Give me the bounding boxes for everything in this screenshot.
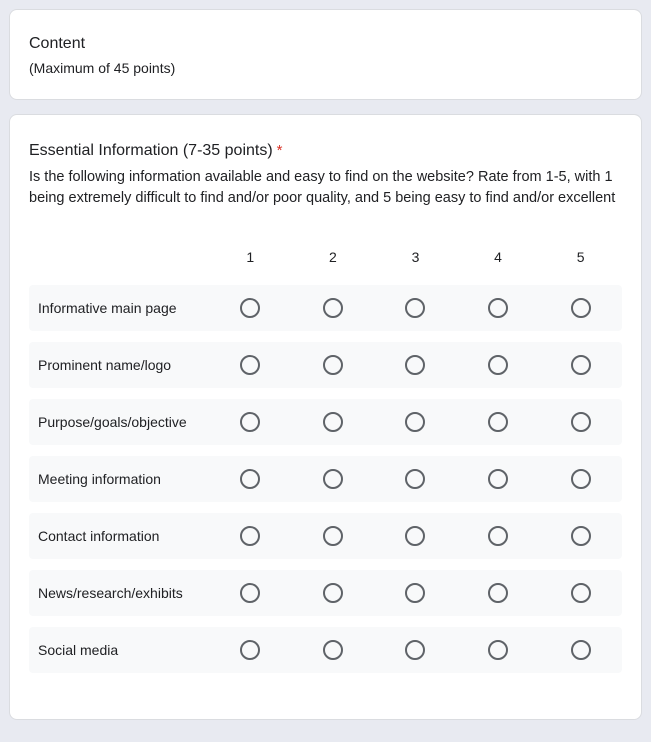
- radio-button[interactable]: [240, 469, 260, 489]
- column-header-4: 4: [494, 249, 502, 265]
- grid-row-purpose-goals-objective: [29, 399, 622, 445]
- radio-cell: [457, 469, 540, 489]
- question-card: [9, 114, 642, 720]
- radio-grid: [29, 243, 622, 673]
- radio-button[interactable]: [323, 412, 343, 432]
- radio-cell: [209, 298, 292, 318]
- radio-cell: [539, 298, 622, 318]
- radio-cell: [209, 412, 292, 432]
- question-description: Is the following information available and easy to find on the website? Rate from 1-5, with 1 being extremely difficult to find and/or poor quality, and 5 being easy to find and/or excellent: [29, 169, 616, 206]
- radio-cell: [292, 355, 375, 375]
- row-label: Contact information: [38, 528, 160, 544]
- radio-cell: [539, 355, 622, 375]
- column-header-5: 5: [576, 249, 585, 265]
- radio-cell: [209, 469, 292, 489]
- radio-cell: [292, 526, 375, 546]
- radio-cell: [539, 526, 622, 546]
- row-label: Social media: [38, 642, 119, 658]
- radio-button[interactable]: [240, 526, 260, 546]
- radio-cell: [374, 355, 457, 375]
- grid-row-prominent-name-logo: [29, 342, 622, 388]
- radio-cell: [209, 355, 292, 375]
- radio-cell: [292, 412, 375, 432]
- radio-button[interactable]: [571, 526, 591, 546]
- radio-cell: [292, 298, 375, 318]
- radio-cell: [374, 526, 457, 546]
- radio-cell: [209, 640, 292, 660]
- column-header-3: 3: [411, 249, 420, 265]
- column-header-2: 2: [328, 249, 337, 265]
- radio-button[interactable]: [571, 469, 591, 489]
- grid-row-informative-main-page: [29, 285, 622, 331]
- radio-cell: [539, 469, 622, 489]
- radio-cell: [292, 469, 375, 489]
- radio-button[interactable]: [323, 583, 343, 603]
- radio-cell: [539, 640, 622, 660]
- section-subtitle: (Maximum of 45 points): [29, 60, 176, 76]
- radio-cell: [209, 583, 292, 603]
- radio-button[interactable]: [405, 355, 425, 375]
- radio-button[interactable]: [405, 412, 425, 432]
- radio-button[interactable]: [571, 640, 591, 660]
- question-title: Essential Information (7-35 points): [29, 142, 273, 159]
- radio-button[interactable]: [240, 640, 260, 660]
- radio-cell: [457, 526, 540, 546]
- grid-row-social-media: [29, 627, 622, 673]
- row-label: Informative main page: [38, 300, 177, 316]
- row-label: News/research/exhibits: [38, 585, 183, 601]
- radio-cell: [539, 583, 622, 603]
- radio-cell: [292, 583, 375, 603]
- grid-row-news-research-exhibits: [29, 570, 622, 616]
- grid-row-contact-information: [29, 513, 622, 559]
- radio-cell: [539, 412, 622, 432]
- radio-cell: [457, 640, 540, 660]
- radio-button[interactable]: [488, 526, 508, 546]
- radio-button[interactable]: [488, 298, 508, 318]
- radio-button[interactable]: [405, 298, 425, 318]
- row-label: Purpose/goals/objective: [38, 414, 187, 430]
- radio-button[interactable]: [571, 583, 591, 603]
- radio-button[interactable]: [323, 469, 343, 489]
- radio-cell: [374, 469, 457, 489]
- radio-button[interactable]: [571, 412, 591, 432]
- radio-button[interactable]: [571, 355, 591, 375]
- required-asterisk: *: [276, 142, 283, 159]
- question-title-line: [29, 139, 622, 163]
- radio-button[interactable]: [323, 298, 343, 318]
- radio-button[interactable]: [323, 526, 343, 546]
- radio-cell: [374, 640, 457, 660]
- row-label: Prominent name/logo: [38, 357, 172, 373]
- column-header-1: 1: [246, 249, 255, 265]
- row-label: Meeting information: [38, 471, 161, 487]
- radio-cell: [374, 298, 457, 318]
- radio-button[interactable]: [240, 583, 260, 603]
- radio-button[interactable]: [488, 412, 508, 432]
- radio-cell: [292, 640, 375, 660]
- radio-button[interactable]: [240, 355, 260, 375]
- radio-button[interactable]: [405, 583, 425, 603]
- radio-button[interactable]: [488, 583, 508, 603]
- radio-button[interactable]: [488, 640, 508, 660]
- radio-cell: [457, 355, 540, 375]
- radio-cell: [457, 583, 540, 603]
- radio-cell: [374, 583, 457, 603]
- radio-cell: [457, 412, 540, 432]
- radio-button[interactable]: [323, 355, 343, 375]
- radio-button[interactable]: [240, 412, 260, 432]
- grid-header-row: [29, 243, 622, 271]
- grid-row-meeting-information: [29, 456, 622, 502]
- radio-cell: [209, 526, 292, 546]
- section-title: Content: [29, 35, 86, 52]
- radio-button[interactable]: [571, 298, 591, 318]
- radio-button[interactable]: [405, 469, 425, 489]
- section-header-card: [9, 9, 642, 100]
- radio-button[interactable]: [405, 526, 425, 546]
- radio-button[interactable]: [405, 640, 425, 660]
- radio-button[interactable]: [488, 469, 508, 489]
- radio-cell: [374, 412, 457, 432]
- radio-button[interactable]: [240, 298, 260, 318]
- radio-button[interactable]: [488, 355, 508, 375]
- radio-cell: [457, 298, 540, 318]
- radio-button[interactable]: [323, 640, 343, 660]
